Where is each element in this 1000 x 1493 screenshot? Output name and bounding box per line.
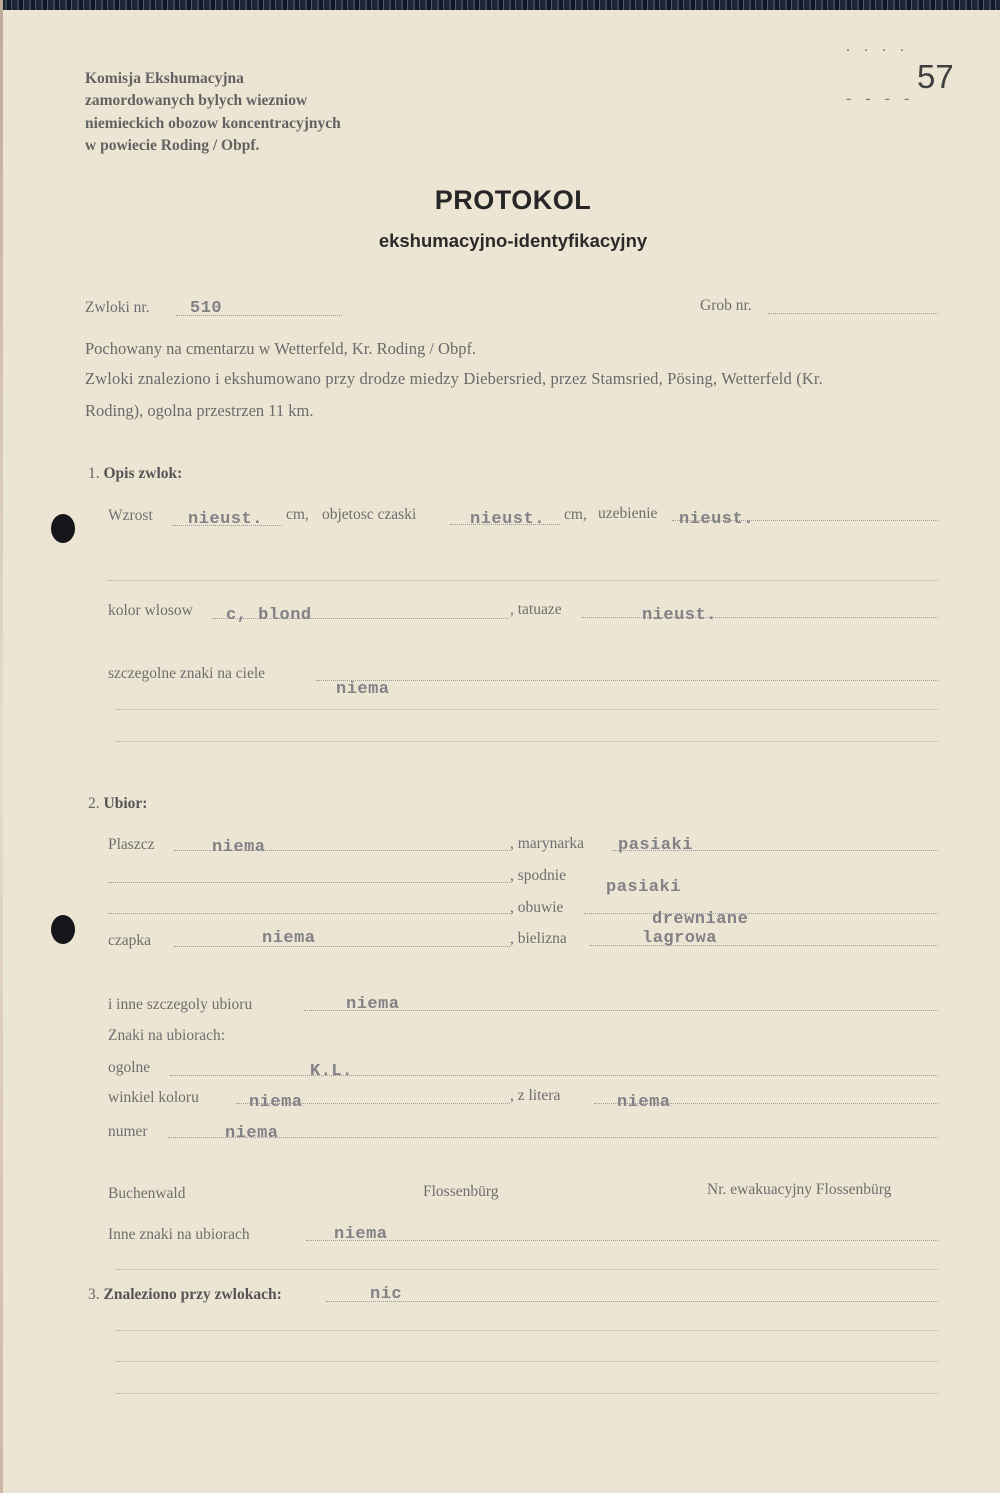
section-1-heading <box>88 465 182 483</box>
punch-hole-upper <box>51 514 75 543</box>
znaki-ciele-line <box>316 680 938 681</box>
z-litera-value: niema <box>617 1093 671 1112</box>
inne-znaki-label: Inne znaki na ubiorach <box>108 1226 250 1243</box>
section-2-number: 2. <box>88 795 100 812</box>
intro-line-3: Roding), ogolna przestrzen 11 km. <box>85 401 314 420</box>
uzebienie-label: uzebienie <box>598 505 658 522</box>
winkiel-label: winkiel koloru <box>108 1089 199 1106</box>
tatuaze-value: nieust. <box>642 606 717 625</box>
intro-line-1: Pochowany na cmentarzu w Wetterfeld, Kr. Roding / Obpf. <box>85 339 477 358</box>
zwloki-value: 510 <box>190 299 223 318</box>
institution-line-3: niemieckich obozow koncentracyjnych <box>85 115 341 132</box>
section-3-continuation-line-2 <box>116 1361 938 1362</box>
numer-value: niema <box>225 1124 279 1143</box>
document-subtitle: ekshumacyjno-identyfikacyjny <box>378 230 648 251</box>
ogolne-line <box>170 1075 938 1076</box>
plaszcz-value: niema <box>212 838 266 857</box>
czapka-line <box>174 946 510 947</box>
punch-hole-lower <box>51 915 75 944</box>
section-3-value: nic <box>370 1285 403 1304</box>
scan-top-strip <box>0 0 1000 10</box>
section-2-heading <box>88 795 147 813</box>
obuwie-left-line <box>108 913 510 914</box>
section-3-line <box>326 1301 938 1302</box>
inne-szczegoly-label: i inne szczegoly ubioru <box>108 996 253 1013</box>
institution-line-1: Komisja Ekshumacyjna <box>85 70 244 87</box>
obuwie-value: drewniane <box>652 910 749 929</box>
wzrost-continuation-line <box>108 580 938 581</box>
section-2-title: Ubior: <box>103 795 148 812</box>
objetosc-value: nieust. <box>470 510 545 529</box>
kolor-label: kolor wlosow <box>108 602 193 619</box>
corner-dots: . . . . <box>846 38 909 55</box>
page-number: 57 <box>917 58 954 95</box>
znaki-ciele-label: szczegolne znaki na ciele <box>108 665 266 682</box>
ogolne-value: K.L. <box>310 1062 353 1081</box>
obuwie-label: , obuwie <box>510 899 564 916</box>
z-litera-label: , z litera <box>510 1087 561 1104</box>
grob-label: Grob nr. <box>700 297 752 314</box>
objetosc-label: objetosc czaski <box>322 506 417 523</box>
marynarka-value: pasiaki <box>618 836 693 855</box>
znaki-continuation-line-2 <box>116 741 938 742</box>
plaszcz-label: Plaszcz <box>108 836 155 853</box>
czapka-value: niema <box>262 929 316 948</box>
spodnie-left-line <box>108 882 510 883</box>
inne-znaki-line <box>306 1240 938 1241</box>
uzebienie-value: nieust. <box>679 510 754 529</box>
wzrost-value: nieust. <box>188 510 263 529</box>
obuwie-line <box>584 913 938 914</box>
tatuaze-label: , tatuaze <box>510 601 562 618</box>
znaki-ubiorach-heading: Znaki na ubiorach: <box>108 1027 226 1044</box>
spodnie-value: pasiaki <box>606 878 681 897</box>
section-1-number: 1. <box>88 465 100 482</box>
intro-line-2: Zwloki znaleziono i ekshumowano przy drodze miedzy Diebersried, przez Stamsried, Pösing, Wetterfeld (Kr. <box>85 369 823 388</box>
corner-dashes: - - - - <box>846 90 915 107</box>
inne-znaki-value: niema <box>334 1225 388 1244</box>
bielizna-value: lagrowa <box>642 929 717 948</box>
znaki-ciele-value: niema <box>336 680 390 699</box>
inne-szczegoly-value: niema <box>346 995 400 1014</box>
inne-znaki-continuation-line <box>116 1269 938 1270</box>
institution-line-4: w powiecie Roding / Obpf. <box>85 137 260 154</box>
znaki-continuation-line-1 <box>116 709 938 710</box>
kolor-value: c, blond <box>226 606 312 625</box>
institution-line-2: zamordowanych bylych wiezniow <box>85 92 308 109</box>
tatuaze-line <box>582 617 938 618</box>
zwloki-label: Zwloki nr. <box>85 299 150 316</box>
section-3-number: 3. <box>88 1286 100 1303</box>
section-3-title: Znaleziono przy zwlokach: <box>103 1286 282 1303</box>
numer-label: numer <box>108 1123 148 1140</box>
cm-unit-2: cm, <box>564 506 587 523</box>
ogolne-label: ogolne <box>108 1059 151 1076</box>
section-3-continuation-line-3 <box>116 1393 938 1394</box>
scan-left-edge <box>0 0 3 1493</box>
section-3-continuation-line-1 <box>116 1330 938 1331</box>
ewakuacyjny-label: Nr. ewakuacyjny Flossenbürg <box>707 1181 892 1198</box>
section-1-title: Opis zwlok: <box>103 465 183 482</box>
numer-line <box>168 1137 938 1138</box>
section-3-heading <box>88 1286 282 1304</box>
wzrost-label: Wzrost <box>108 507 153 524</box>
document-title: PROTOKOL <box>434 185 592 215</box>
flossenburg-label: Flossenbürg <box>423 1183 499 1200</box>
buchenwald-label: Buchenwald <box>108 1185 186 1202</box>
czapka-label: czapka <box>108 932 152 949</box>
winkiel-value: niema <box>249 1093 303 1112</box>
marynarka-label: , marynarka <box>510 835 585 852</box>
grob-line <box>768 313 938 314</box>
spodnie-label: , spodnie <box>510 867 566 884</box>
bielizna-label: , bielizna <box>510 930 567 947</box>
cm-unit-1: cm, <box>286 506 309 523</box>
